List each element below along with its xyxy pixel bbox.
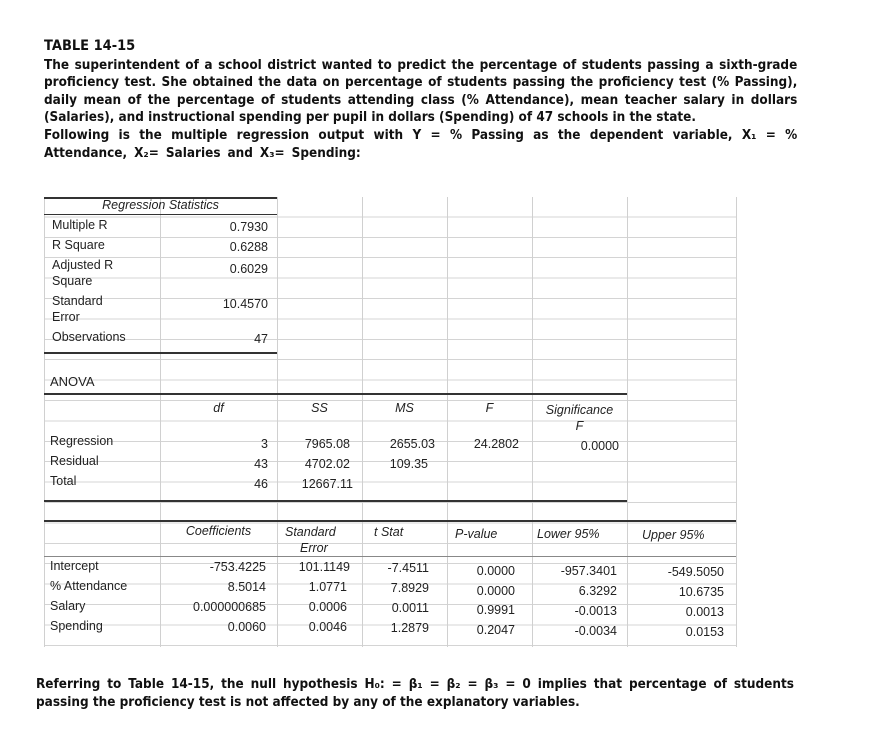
coef-p-value: 0.0000: [476, 564, 515, 578]
anova-significance: 0.0000: [580, 439, 619, 453]
anova-df: 46: [254, 477, 268, 491]
anova-row-label: Residual: [50, 454, 99, 468]
anova-row-label: Regression: [50, 434, 114, 448]
question-statement: [36, 676, 794, 712]
anova-header-significance: F: [575, 419, 584, 433]
coef-p-value: 0.9991: [476, 603, 515, 617]
question-text: Referring to Table 14-15, the null hypothesis H₀: = β₁ = β₂ = β₃ = 0 implies that percentage of students passing the proficiency test is not affected by any of the explanatory variables.: [36, 677, 794, 710]
anova-ss: 7965.08: [304, 437, 350, 451]
coef-header-upper-95: Upper 95%: [642, 528, 705, 542]
anova-ss: 4702.02: [304, 457, 350, 471]
stats-value: 0.7930: [229, 220, 268, 234]
anova-header-f: F: [485, 401, 494, 415]
coef-std-error: 1.0771: [308, 580, 347, 594]
stats-value: 47: [254, 332, 268, 346]
stats-label: Observations: [52, 330, 126, 344]
anova-title: ANOVA: [50, 374, 95, 389]
coef-header-p-value: P-value: [455, 527, 498, 541]
problem-statement: [44, 38, 797, 162]
anova-df: 3: [261, 437, 268, 451]
table-title: TABLE 14-15: [44, 38, 136, 54]
coef-upper-95: 10.6735: [678, 585, 724, 599]
anova-ms: 109.35: [389, 457, 428, 471]
coef-row-label: Spending: [50, 619, 103, 633]
coef-upper-95: 0.0013: [685, 605, 724, 619]
coef-t-stat: -7.4511: [387, 561, 429, 575]
coef-upper-95: -549.5050: [667, 565, 724, 579]
grid-line: [447, 197, 448, 647]
stats-label: Square: [52, 274, 93, 288]
coef-header-t-stat: t Stat: [374, 525, 404, 539]
stats-header-rule: [44, 214, 277, 215]
anova-row-label: Total: [50, 474, 77, 488]
problem-paragraph: The superintendent of a school district wanted to predict the percentage of students passing a sixth-grade proficiency test. She obtained the data on percentage of students passing the proficiency test (% Passing), daily mean of the percentage of students attending class (% Attendance), mean teacher salary in dollars (Salaries), and instructional spending per pupil in dollars (Spending) of 47 schools in the state.: [44, 57, 798, 126]
anova-df: 43: [254, 457, 268, 471]
anova-header-ss: SS: [311, 401, 328, 415]
coef-value: 0.000000685: [193, 600, 266, 614]
stats-value: 10.4570: [222, 297, 268, 311]
coef-row-label: % Attendance: [50, 579, 128, 593]
coef-t-stat: 7.8929: [390, 581, 429, 595]
coef-row-label: Salary: [50, 599, 86, 613]
coef-value: -753.4225: [209, 560, 266, 574]
coef-header-coefficients: Coefficients: [185, 524, 252, 538]
anova-header-significance: Significance: [545, 403, 614, 417]
coef-p-value: 0.2047: [476, 623, 515, 637]
coef-upper-95: 0.0153: [685, 625, 724, 639]
coef-std-error: 0.0006: [308, 600, 347, 614]
coef-lower-95: -0.0034: [574, 624, 617, 638]
coef-top-rule: [44, 520, 736, 522]
grid-line: [44, 197, 45, 647]
anova-f: 24.2802: [473, 437, 519, 451]
coef-header-std-error: Standard: [285, 525, 336, 539]
stats-label: Error: [52, 310, 80, 324]
coef-t-stat: 1.2879: [390, 621, 429, 635]
regression-intro: Following is the multiple regression output with Y = % Passing as the dependent variable, X₁ = % Attendance, X₂= Salaries and X₃= Spending:: [44, 127, 798, 161]
coef-header-std-error: Error: [300, 541, 328, 555]
anova-ss: 12667.11: [301, 477, 353, 491]
stats-value: 0.6288: [229, 240, 268, 254]
anova-header-ms: MS: [395, 401, 414, 415]
stats-title: Regression Statistics: [102, 198, 219, 212]
coef-std-error: 101.1149: [298, 560, 350, 574]
coef-lower-95: -957.3401: [560, 564, 617, 578]
stats-label: Multiple R: [52, 218, 108, 232]
coef-value: 8.5014: [227, 580, 266, 594]
anova-top-rule: [44, 393, 627, 395]
coef-value: 0.0060: [227, 620, 266, 634]
coef-p-value: 0.0000: [476, 584, 515, 598]
anova-header-df: df: [213, 401, 224, 415]
stats-value: 0.6029: [229, 262, 268, 276]
stats-label: Adjusted R: [52, 258, 114, 272]
stats-label: R Square: [52, 238, 105, 252]
coef-lower-95: 6.3292: [578, 584, 617, 598]
coef-lower-95: -0.0013: [574, 604, 617, 618]
stats-label: Standard: [52, 294, 103, 308]
stats-bottom-rule: [44, 352, 277, 354]
coef-header-rule: [44, 556, 736, 557]
anova-bottom-rule: [44, 500, 627, 502]
grid-line: [362, 197, 363, 647]
regression-output-sheet: [44, 197, 736, 647]
grid-line: [736, 197, 737, 647]
coef-row-label: Intercept: [50, 559, 99, 573]
anova-ms: 2655.03: [389, 437, 435, 451]
coef-t-stat: 0.0011: [391, 601, 429, 615]
coef-header-lower-95: Lower 95%: [537, 527, 600, 541]
coef-std-error: 0.0046: [308, 620, 347, 634]
